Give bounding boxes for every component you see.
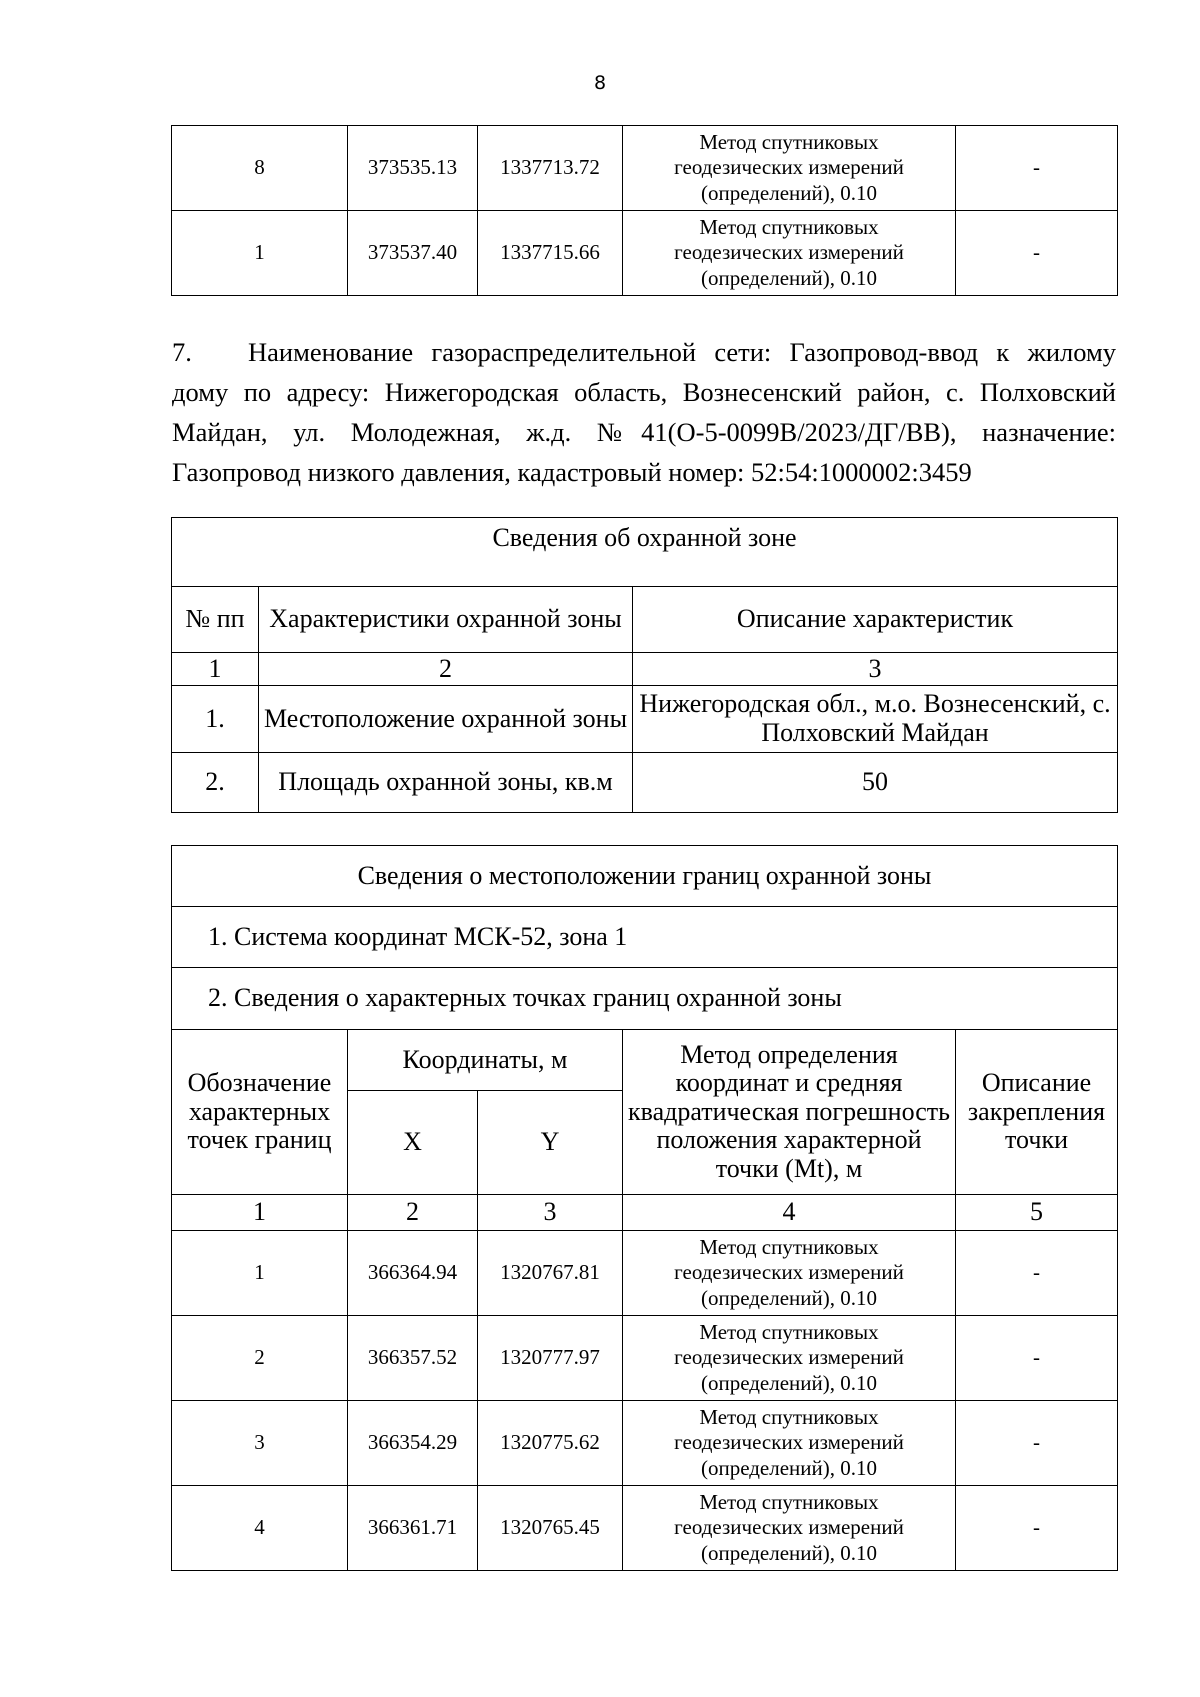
zone-row-name: Площадь охранной зоны, кв.м: [259, 753, 633, 813]
zone-row-value: Нижегородская обл., м.о. Вознесенский, с. Полховский Майдан: [633, 686, 1118, 753]
point-row: [172, 1401, 1118, 1486]
zone-header-characteristic: Характеристики охранной зоны: [259, 587, 633, 653]
method: [623, 126, 956, 211]
header-y: Y: [478, 1091, 623, 1195]
coord-y: 1320767.81: [478, 1231, 623, 1316]
method-line: (определений), 0.10: [700, 1370, 878, 1395]
point-row: [172, 1486, 1118, 1571]
fix-description: -: [956, 1401, 1118, 1486]
zone-header-num: № пп: [172, 587, 259, 653]
method-line: геодезических измерений: [674, 1260, 904, 1285]
method: [623, 211, 956, 296]
coord-x: 366361.71: [348, 1486, 478, 1571]
points-subtitle: 2. Сведения о характерных точках границ охранной зоны: [172, 968, 1118, 1030]
method-line: геодезических измерений: [674, 1430, 904, 1455]
fix-description: -: [956, 1486, 1118, 1571]
method-line: (определений), 0.10: [700, 1285, 878, 1310]
method-line: Метод спутниковых: [699, 215, 879, 240]
header-coords: Координаты, м: [348, 1030, 623, 1091]
method-line: (определений), 0.10: [700, 180, 878, 205]
point-id: 2: [172, 1316, 348, 1401]
network-description: [172, 332, 1116, 492]
points-index-cell: 4: [623, 1195, 956, 1231]
coord-y: 1337713.72: [478, 126, 623, 211]
zone-table-title: Сведения об охранной зоне: [172, 518, 1118, 587]
fix-description: -: [956, 211, 1118, 296]
method-line: Метод спутниковых: [699, 130, 879, 155]
method: [623, 1486, 956, 1571]
header-fix: Описание закрепления точки: [956, 1030, 1118, 1195]
point-row: [172, 1231, 1118, 1316]
method-line: (определений), 0.10: [700, 1455, 878, 1480]
points-index-cell: 5: [956, 1195, 1118, 1231]
header-method: Метод определения координат и средняя квадратическая погрешность положения характерной точки (Mt), м: [623, 1030, 956, 1195]
zone-row-value: 50: [633, 753, 1118, 813]
method: [623, 1231, 956, 1316]
zone-header-description: Описание характеристик: [633, 587, 1118, 653]
method-line: (определений), 0.10: [700, 265, 878, 290]
points-index-cell: 3: [478, 1195, 623, 1231]
point-row: [172, 126, 1118, 211]
zone-index-cell: 3: [633, 653, 1118, 686]
method-line: геодезических измерений: [674, 155, 904, 180]
point-id: 8: [172, 126, 348, 211]
method-line: геодезических измерений: [674, 240, 904, 265]
coord-y: 1337715.66: [478, 211, 623, 296]
coord-y: 1320777.97: [478, 1316, 623, 1401]
coord-x: 373535.13: [348, 126, 478, 211]
coord-x: 373537.40: [348, 211, 478, 296]
point-id: 1: [172, 1231, 348, 1316]
coord-y: 1320765.45: [478, 1486, 623, 1571]
paragraph-number: 7.: [172, 337, 192, 367]
point-id: 3: [172, 1401, 348, 1486]
boundary-points-table: [171, 845, 1118, 1571]
coordinate-system: 1. Система координат МСК-52, зона 1: [172, 907, 1118, 968]
coord-x: 366354.29: [348, 1401, 478, 1486]
point-row: [172, 211, 1118, 296]
zone-info-table: [171, 517, 1118, 813]
method-line: (определений), 0.10: [700, 1540, 878, 1565]
method-line: геодезических измерений: [674, 1345, 904, 1370]
zone-row-num: 1.: [172, 686, 259, 753]
method-line: Метод спутниковых: [699, 1235, 879, 1260]
zone-row-num: 2.: [172, 753, 259, 813]
point-id: 4: [172, 1486, 348, 1571]
method-line: Метод спутниковых: [699, 1320, 879, 1345]
points-index-cell: 2: [348, 1195, 478, 1231]
method: [623, 1316, 956, 1401]
top-points-table: [171, 125, 1118, 296]
fix-description: -: [956, 1316, 1118, 1401]
fix-description: -: [956, 126, 1118, 211]
coord-y: 1320775.62: [478, 1401, 623, 1486]
header-point: Обозначение характерных точек границ: [172, 1030, 348, 1195]
points-index-cell: 1: [172, 1195, 348, 1231]
header-x: X: [348, 1091, 478, 1195]
fix-description: -: [956, 1231, 1118, 1316]
coord-x: 366357.52: [348, 1316, 478, 1401]
points-table-title: Сведения о местоположении границ охранной зоны: [172, 846, 1118, 907]
method-line: геодезических измерений: [674, 1515, 904, 1540]
method-line: Метод спутниковых: [699, 1490, 879, 1515]
zone-index-cell: 1: [172, 653, 259, 686]
page-number: 8: [593, 72, 607, 94]
method: [623, 1401, 956, 1486]
point-id: 1: [172, 211, 348, 296]
point-row: [172, 1316, 1118, 1401]
paragraph-text: Наименование газораспределительной сети: Газопровод-ввод к жилому дому по адресу: Нижегородская область, Вознесенский район, с. Полховский Майдан, ул. Молодежная, ж.д. №41(О-5-0099В/2023/ДГ/ВВ), назначение: Газопровод низкого давления, кадастровый номер: 52:54:1000002:3459: [172, 337, 1116, 487]
zone-row-name: Местоположение охранной зоны: [259, 686, 633, 753]
zone-index-cell: 2: [259, 653, 633, 686]
coord-x: 366364.94: [348, 1231, 478, 1316]
method-line: Метод спутниковых: [699, 1405, 879, 1430]
